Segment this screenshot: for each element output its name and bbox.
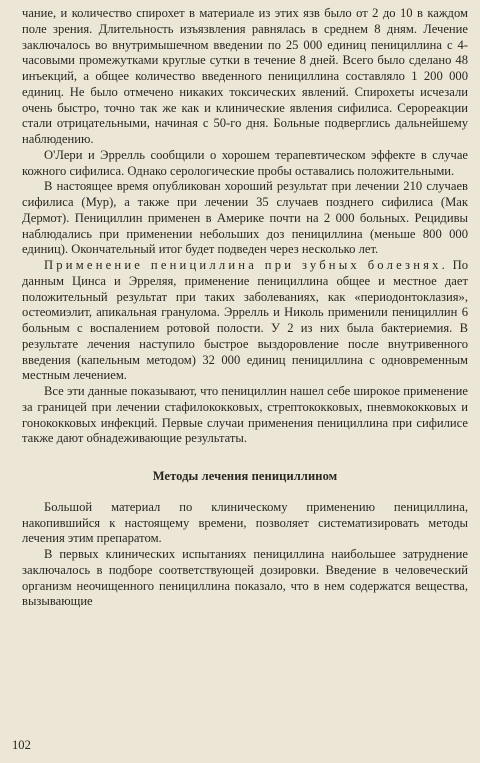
paragraph-oleri: О'Лери и Эррелль сообщили о хорошем терапевтическом эффекте в случае кожного сифилиса. Однако серологические пробы оставались положительными.: [22, 147, 468, 178]
paragraph-methods-intro: Большой материал по клиническому применению пенициллина, накопившийся к настоящему времени, позволяет систематизировать методы лечения этим препаратом.: [22, 499, 468, 546]
page-number: 102: [12, 738, 31, 752]
paragraph-dosage: В первых клинических испытаниях пенициллина наибольшее затруднение заключалось в подборе соответствующей дозировки. Введение в человеческий организм неочищенного пенициллина показало, что в нем содержатся вещества, вызывающие: [22, 547, 468, 609]
dental-spaced-title: Применение пенициллина при зубных болезнях.: [44, 258, 449, 272]
paragraph-current-results: В настоящее время опубликован хороший результат при лечении 210 случаев сифилиса (Мур), а также при лечении 35 случаев позднего сифилиса (Мак Дермот). Пенициллин применен в Америке почти на 2 000 больных. Рецидивы наблюдались при применении небольших доз пенициллина (меньше 800 000 единиц). Окончательный итог будет подведен через несколько лет.: [22, 179, 468, 257]
dental-body: По данным Цинса и Эрреляя, применение пенициллина общее и местное дает положительный результат при таких заболеваниях, как «периодонтоклазия», остеомиэлит, апикальная гранулома. Эррелль и Николь применили пенициллин 6 больным с воспалением ротовой полости. У 2 из них была бактериемия. В результате лечения наступило быстрое выздоровление после внутривенного введения (капельным методом) 32 000 единиц пенициллина с одновременным местным лечением.: [22, 258, 468, 383]
paragraph-continuation: чание, и количество спирохет в материале из этих язв было от 2 до 10 в каждом поле зрения. Длительность изъязвления равнялась в среднем 8 дням. Лечение заключалось во внутримышечном введении по 25 000 единиц пенициллина с 4-часовыми промежутками круглые сутки в течение 8 дней. Всего было сделано 48 инъекций, а общее количество введенного пенициллина составляло 1 200 000 единиц. Не было отмечено никаких токсических явлений. Спирохеты исчезали очень быстро, точно так же как и клинические явления сифилиса. Серореакции стали отрицательными, начиная с 50-го дня. Больные подверглись дальнейшему наблюдению.: [22, 6, 468, 146]
paragraph-summary: Все эти данные показывают, что пенициллин нашел себе широкое применение за границей при лечении стафилококковых, стрептококковых, пневмококковых и гонококковых инфекций. Первые случаи применения пенициллина при сифилисе также дают обнадеживающие результаты.: [22, 384, 468, 446]
page-body: [22, 6, 468, 610]
paragraph-dental: [22, 258, 468, 384]
section-heading: Методы лечения пенициллином: [152, 469, 338, 483]
